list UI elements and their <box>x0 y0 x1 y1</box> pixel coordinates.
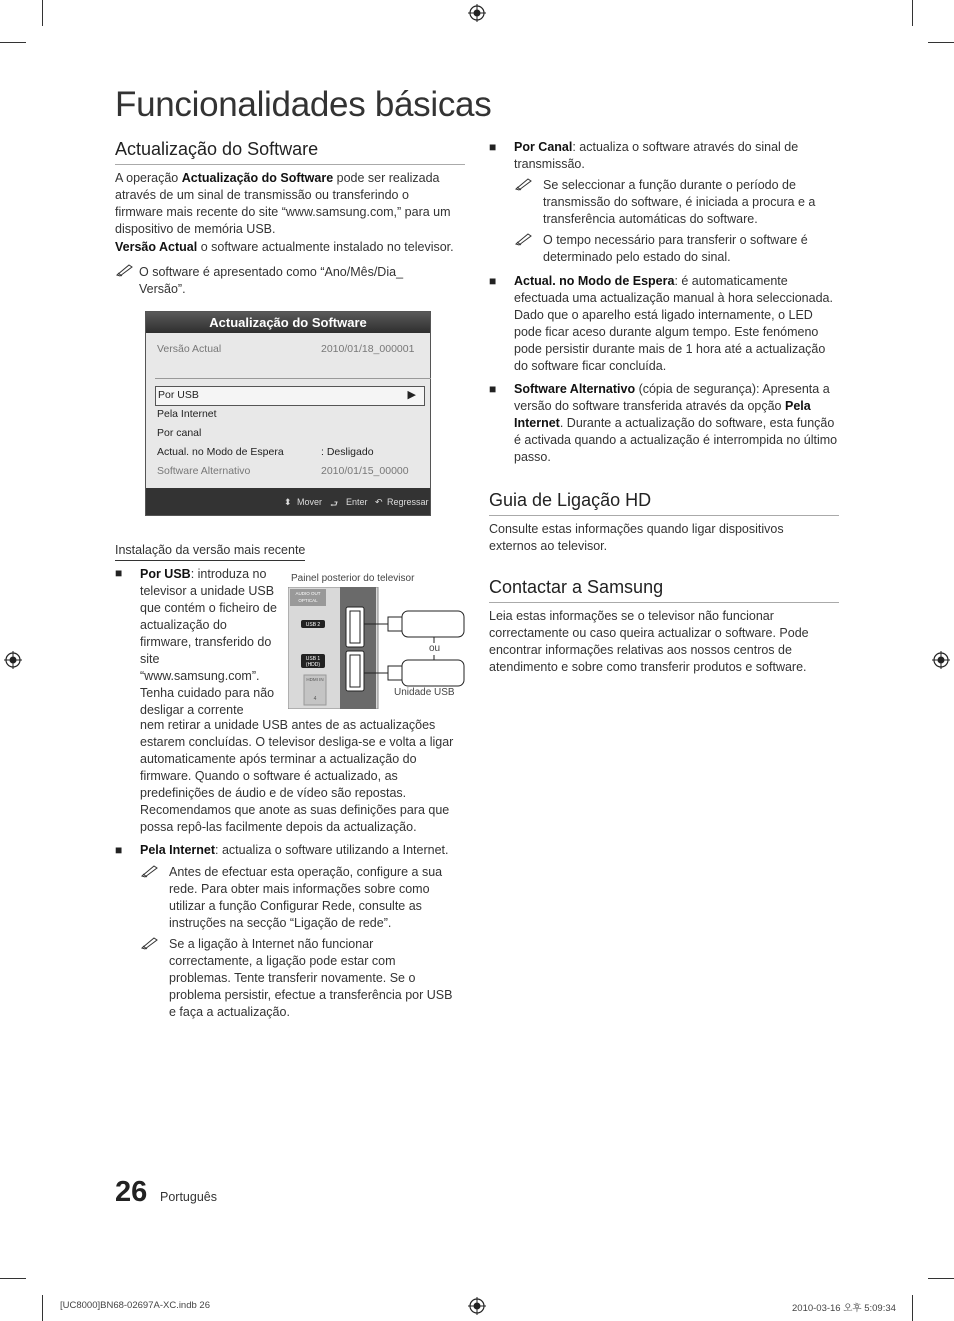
menu-current-value: 2010/01/18_000001 <box>321 343 415 355</box>
note-text: Se seleccionar a função durante o período de transmissão do software, é iniciada a procura e a transferência automáticas do software. <box>543 178 816 226</box>
note-icon <box>514 177 534 191</box>
note-text: Antes de efectuar esta operação, configure a sua rede. Para obter mais informações sobre como utilizar a função Configurar Rede, consulte as instruções na secção “Ligação de rede”. <box>169 865 443 930</box>
contact-section-header <box>489 577 839 603</box>
section-title-hd-guide: Guia de Ligação HD <box>489 490 839 516</box>
note-icon <box>140 936 160 950</box>
port-optical: OPTICAL <box>298 598 318 603</box>
bullet-square-icon: ■ <box>489 382 497 396</box>
bullet-square-icon: ■ <box>115 566 123 580</box>
usb-text: : introduza no televisor a unidade USB que contém o ficheiro de actualização do firmware, transferido do site “www.samsung.com”. Tenha cuidado para não desligar a corrente <box>140 567 277 717</box>
contact-text: Leia estas informações se o televisor não funcionar correctamente ou caso queira actualizar o software. Pode encontrar informações relativas aos nossos centros de atendimento e sobre como transferir produtos e software. <box>489 609 809 674</box>
crop-mark <box>0 1278 26 1279</box>
current-version-text: o software actualmente instalado no televisor. <box>197 240 454 254</box>
registration-mark-icon <box>468 1297 486 1315</box>
footer-return: Regressar <box>387 497 429 507</box>
note-icon <box>140 864 160 878</box>
internet-paragraph <box>140 842 470 859</box>
language-label: Português <box>160 1190 217 1204</box>
intro-text: A operação <box>115 171 182 185</box>
alternative-paragraph <box>514 381 844 466</box>
registration-mark-icon <box>932 651 950 669</box>
enter-icon: ⮐ <box>330 499 339 509</box>
port-hdd: (HDD) <box>305 662 321 668</box>
port-number: 4 <box>313 696 317 702</box>
hd-text: Consulte estas informações quando ligar dispositivos externos ao televisor. <box>489 522 784 553</box>
footer-move: Mover <box>297 497 323 507</box>
menu-title: Actualização do Software <box>146 312 430 333</box>
intro-bold: Actualização do Software <box>181 171 334 185</box>
bullet-square-icon: ■ <box>489 274 497 288</box>
port-usb1: USB 1 <box>305 656 321 662</box>
internet-text: : actualiza o software utilizando a Internet. <box>215 843 449 857</box>
menu-item-standby-value: : Desligado <box>321 446 374 458</box>
channel-paragraph <box>514 139 834 173</box>
print-footer-left: [UC8000]BN68-02697A-XC.indb 26 <box>60 1300 210 1311</box>
or-label: ou <box>429 643 441 654</box>
registration-mark-icon <box>4 651 22 669</box>
alternative-text: (cópia de segurança): Apresenta a versão do software transferida através da opção <box>514 382 830 413</box>
hd-section-header <box>489 490 839 516</box>
usb-paragraph-part2: nem retirar a unidade USB antes de as actualizações estarem concluídas. O televisor desliga-se e volta a ligar automaticamente após terminar a actualização do firmware. Quando o software é actualizado, as predefinições de áudio e de vídeo são repostas. Recomendamos que anote as suas definições para que possa repô-las facilmente depois da actualização. <box>140 718 454 834</box>
page-title: Funcionalidades básicas <box>115 85 492 124</box>
intro-paragraph <box>115 170 460 238</box>
current-version-paragraph <box>115 239 475 256</box>
usb-drive-label: Unidade USB <box>394 687 455 698</box>
crop-mark <box>912 1295 913 1321</box>
note-icon <box>514 232 534 246</box>
software-update-menu <box>145 311 431 516</box>
menu-current-label: Versão Actual <box>157 343 222 355</box>
port-hdmi: HDMI IN <box>306 677 324 682</box>
menu-item-standby[interactable]: Actual. no Modo de Espera <box>157 446 284 458</box>
footer-enter: Enter <box>346 497 368 507</box>
crop-mark <box>42 0 43 26</box>
print-footer-right: 2010-03-16 오후 5:09:34 <box>792 1303 896 1314</box>
standby-title: Actual. no Modo de Espera <box>514 274 675 288</box>
panel-label: Painel posterior do televisor <box>291 573 415 584</box>
return-icon: ↶ <box>375 497 383 507</box>
bullet-square-icon: ■ <box>115 843 123 857</box>
menu-footer <box>146 488 430 515</box>
arrow-right-icon: ▶ <box>407 389 416 401</box>
note-text: O software é apresentado como “Ano/Mês/Dia_ Versão”. <box>139 265 404 296</box>
note-text: Se a ligação à Internet não funcionar correctamente, a ligação pode estar com problemas. Tente transferir novamente. Se o problema persistir, efectue a transferência por USB e faça a actualização. <box>169 937 453 1019</box>
section-title-software-update: Actualização do Software <box>115 139 465 165</box>
subheading-latest-version: Instalação da versão mais recente <box>115 542 305 561</box>
crop-mark <box>42 1295 43 1321</box>
menu-item-label: Por USB <box>158 389 199 401</box>
crop-mark <box>912 0 913 26</box>
section-title-contact: Contactar a Samsung <box>489 577 839 603</box>
channel-title: Por Canal <box>514 140 573 154</box>
alternative-internet-term: Pela Internet <box>514 399 811 430</box>
menu-item-channel[interactable]: Por canal <box>157 427 202 439</box>
menu-item-internet[interactable]: Pela Internet <box>157 408 217 420</box>
bullet-square-icon: ■ <box>489 140 497 154</box>
registration-mark-icon <box>468 4 486 22</box>
menu-item-alternative-value: 2010/01/15_00000 <box>321 465 409 477</box>
menu-item-usb[interactable] <box>155 386 425 406</box>
alternative-text: . Durante a actualização do software, esta função é activada quando a actualização é interrompida no último passo. <box>514 416 838 464</box>
note-icon <box>115 263 135 277</box>
crop-mark <box>928 42 954 43</box>
usb-paragraph-part1 <box>140 566 280 719</box>
crop-mark <box>928 1278 954 1279</box>
page-number: 26 <box>115 1176 148 1208</box>
current-version-term: Versão Actual <box>115 240 198 254</box>
crop-mark <box>0 42 26 43</box>
standby-paragraph <box>514 273 839 375</box>
menu-divider <box>155 378 431 379</box>
note-text: O tempo necessário para transferir o software é determinado pelo estado do sinal. <box>543 233 808 264</box>
menu-item-alternative[interactable]: Software Alternativo <box>157 465 251 477</box>
alternative-title: Software Alternativo <box>514 382 636 396</box>
move-icon: ⬍ <box>284 497 292 507</box>
channel-text: : actualiza o software através do sinal de transmissão. <box>514 140 799 171</box>
port-audio: AUDIO OUT <box>295 591 321 596</box>
intro-text: pode ser realizada através de um sinal de transmissão ou transferindo o firmware mais recente do site “www.samsung.com,” para um dispositivo de memória USB. <box>115 171 451 236</box>
usb-title: Por USB <box>140 567 191 581</box>
internet-title: Pela Internet <box>140 843 216 857</box>
left-section-header <box>115 139 465 165</box>
port-usb2: USB 2 <box>305 622 321 628</box>
standby-text: : é automaticamente efectuada uma actualização manual à hora seleccionada. Dado que o aparelho está ligado internamente, o LED pode ficar aceso durante algum tempo. Este fenómeno pode persistir durante mais de 1 hora até a actualização do software ficar concluída. <box>514 274 833 373</box>
